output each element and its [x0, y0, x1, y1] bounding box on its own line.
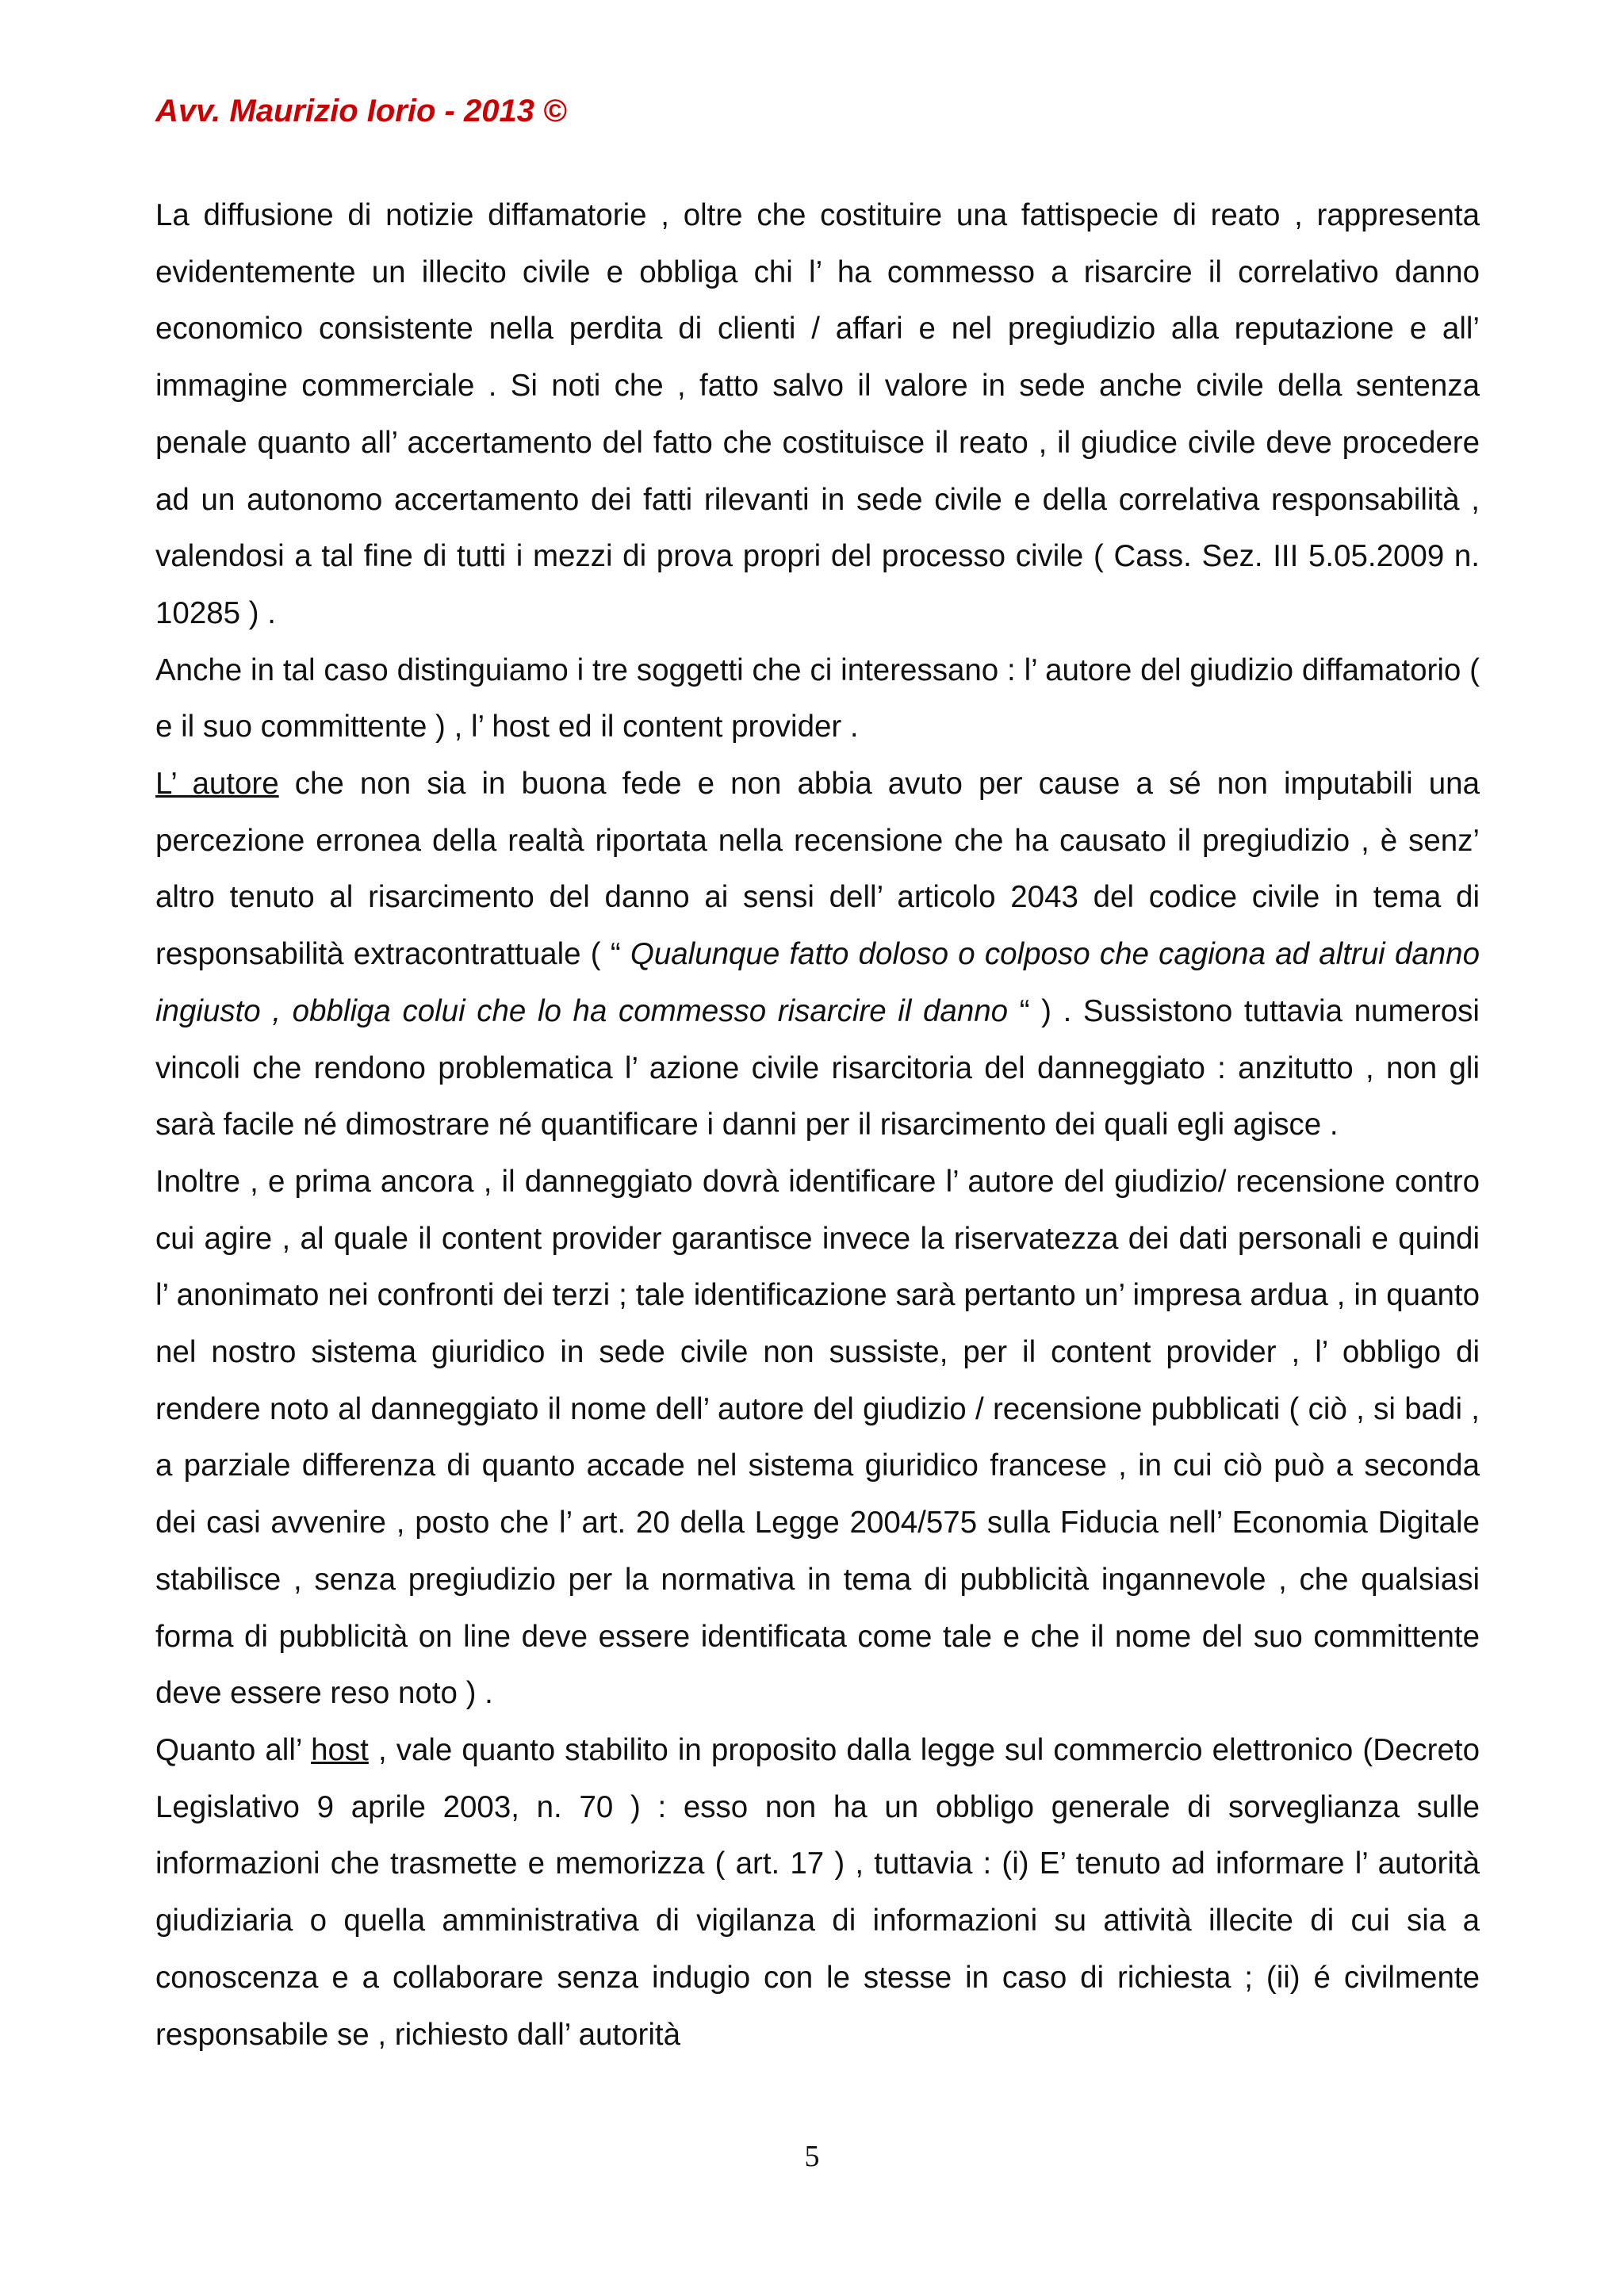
document-body: [155, 187, 1480, 2063]
paragraph-3-text-a: che non sia in buona fede e non abbia avuto per cause a sé non imputabili una percezione erronea della realtà riportata nella recensione che ha causato il pregiudizio , è senz’ altro tenuto al risarcimento del danno ai sensi dell’ articolo 2043 del codice civile in tema di responsabilità extracontrattuale ( “: [155, 767, 1480, 972]
paragraph-3-text-b: “ ) . Sussistono tuttavia numerosi vincoli che rendono problematica l’ azione civile risarcitoria del danneggiato : anzitutto , non gli sarà facile né dimostrare né quantificare i danni per il risarcimento dei quali egli agisce .: [155, 993, 1480, 1142]
paragraph-4: Inoltre , e prima ancora , il danneggiato dovrà identificare l’ autore del giudizio/ recensione contro cui agire , al quale il content provider garantisce invece la riservatezza dei dati personali e quindi l’ anonimato nei confronti dei terzi ; tale identificazione sarà pertanto un’ impresa ardua , in quanto nel nostro sistema giuridico in sede civile non sussiste, per il content provider , l’ obbligo di rendere noto al danneggiato il nome dell’ autore del giudizio / recensione pubblicati ( ciò , si badi , a parziale differenza di quanto accade nel sistema giuridico francese , in cui ciò può a seconda dei casi avvenire , posto che l’ art. 20 della Legge 2004/575 sulla Fiducia nell’ Economia Digitale stabilisce , senza pregiudizio per la normativa in tema di pubblicità ingannevole , che qualsiasi forma di pubblicità on line deve essere identificata come tale e che il nome del suo committente deve essere reso noto ) .: [155, 1164, 1480, 1711]
paragraph-3: [155, 756, 1480, 1154]
paragraph-2: Anche in tal caso distinguiamo i tre soggetti che ci interessano : l’ autore del giudizio diffamatorio ( e il suo committente ) , l’ host ed il content provider .: [155, 652, 1480, 744]
page-header-author: Avv. Maurizio Iorio - 2013 ©: [155, 94, 567, 128]
paragraph-5-text-a: Quanto all’: [155, 1732, 312, 1767]
underlined-term-host: host: [311, 1732, 369, 1767]
paragraph-5: [155, 1722, 1480, 2063]
legal-quote: Qualunque fatto doloso o colposo che cagiona ad altrui danno ingiusto , obbliga colui che lo ha commesso risarcire il danno: [155, 937, 1480, 1028]
paragraph-5-text-b: , vale quanto stabilito in proposito dalla legge sul commercio elettronico (Decreto Legislativo 9 aprile 2003, n. 70 ) : esso non ha un obbligo generale di sorveglianza sulle informazioni che trasmette e memorizza ( art. 17 ) , tuttavia : (i) E’ tenuto ad informare l’ autorità giudiziaria o quella amministrativa di vigilanza di informazioni su attività illecite di cui sia a conoscenza e a collaborare senza indugio con le stesse in caso di richiesta ; (ii) é civilmente responsabile se , richiesto dall’ autorità: [155, 1732, 1480, 2052]
paragraph-1: La diffusione di notizie diffamatorie , oltre che costituire una fattispecie di reato , rappresenta evidentemente un illecito civile e obbliga chi l’ ha commesso a risarcire il correlativo danno economico consistente nella perdita di clienti / affari e nel pregiudizio alla reputazione e all’ immagine commerciale . Si noti che , fatto salvo il valore in sede anche civile della sentenza penale quanto all’ accertamento del fatto che costituisce il reato , il giudice civile deve procedere ad un autonomo accertamento dei fatti rilevanti in sede civile e della correlativa responsabilità , valendosi a tal fine di tutti i mezzi di prova propri del processo civile ( Cass. Sez. III 5.05.2009 n. 10285 ) .: [155, 198, 1480, 630]
page-number: 5: [804, 2140, 820, 2173]
underlined-term-autore: L’ autore: [155, 767, 279, 802]
